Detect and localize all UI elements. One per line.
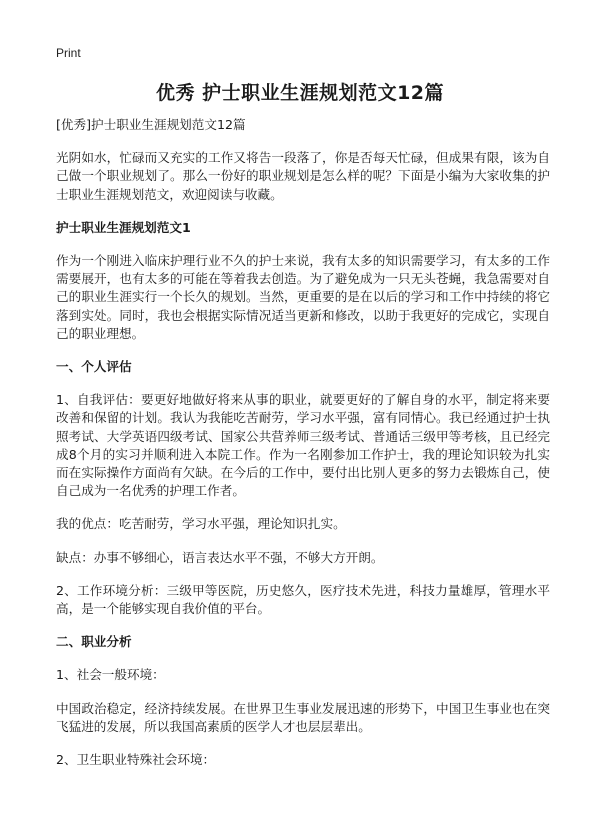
- section1-paragraph: 作为一个刚进入临床护理行业不久的护士来说，我有太多的知识需要学习，有太多的工作需要展开，也有太多的可能在等着我去创造。为了避免成为一只无头苍蝇，我急需要对自己的职业生涯实行一个长久的规划。当然，更重要的是在以后的学习和工作中持续的将它落到实处。同时，我也会根据实际情况适当更新和修改，以助于我更好的完成它，实现自己的职业理想。: [56, 253, 550, 341]
- weaknesses-paragraph: 缺点：办事不够细心，语言表达水平不强，不够大方开朗。: [56, 549, 384, 565]
- page-title: 优秀 护士职业生涯规划范文12篇: [155, 82, 445, 104]
- article-body: [56, 116, 550, 784]
- intro-paragraph: 光阴如水，忙碌而又充实的工作又将告一段落了，你是否每天忙碌，但成果有限，该为自己做一个职业规划了。那么一份好的职业规划是怎么样的呢？下面是小编为大家收集的护士职业生涯规划范文，欢迎阅读与收藏。: [56, 150, 550, 202]
- part1-heading: 一、个人评估: [56, 359, 132, 375]
- social-environment-paragraph: 中国政治稳定，经济持续发展。在世界卫生事业发展迅速的形势下，中国卫生事业也在突飞猛进的发展，所以我国高素质的医学人才也层层辈出。: [56, 700, 550, 734]
- self-evaluation-paragraph: 1、自我评估：要更好地做好将来从事的职业，就要更好的了解自身的水平，制定将来要改善和保留的计划。我认为我能吃苦耐劳，学习水平强，富有同情心。我已经通过护士执照考试、大学英语四级考试、国家公共营养师三级考试、普通话三级甲等考核，且已经完成8个月的实习并顺利进入本院工作。作为一名刚参加工作护士，我的理论知识较为扎实而在实际操作方面尚有欠缺。在今后的工作中，要付出比别人更多的努力去锻炼自己，使自己成为一名优秀的护理工作者。: [56, 392, 550, 499]
- article-subtitle: [优秀]护士职业生涯规划范文12篇: [56, 117, 246, 132]
- print-label: Print: [56, 46, 81, 60]
- section-heading: 护士职业生涯规划范文1: [56, 219, 191, 235]
- part2-heading: 二、职业分析: [56, 634, 132, 650]
- strengths-paragraph: 我的优点：吃苦耐劳，学习水平强，理论知识扎实。: [56, 516, 346, 532]
- work-environment-paragraph: 2、工作环境分析：三级甲等医院，历史悠久，医疗技术先进，科技力量雄厚，管理水平高，是一个能够实现自我价值的平台。: [56, 582, 550, 617]
- health-environment-label: 2、卫生职业特殊社会环境：: [56, 752, 216, 768]
- social-environment-label: 1、社会一般环境：: [56, 667, 165, 683]
